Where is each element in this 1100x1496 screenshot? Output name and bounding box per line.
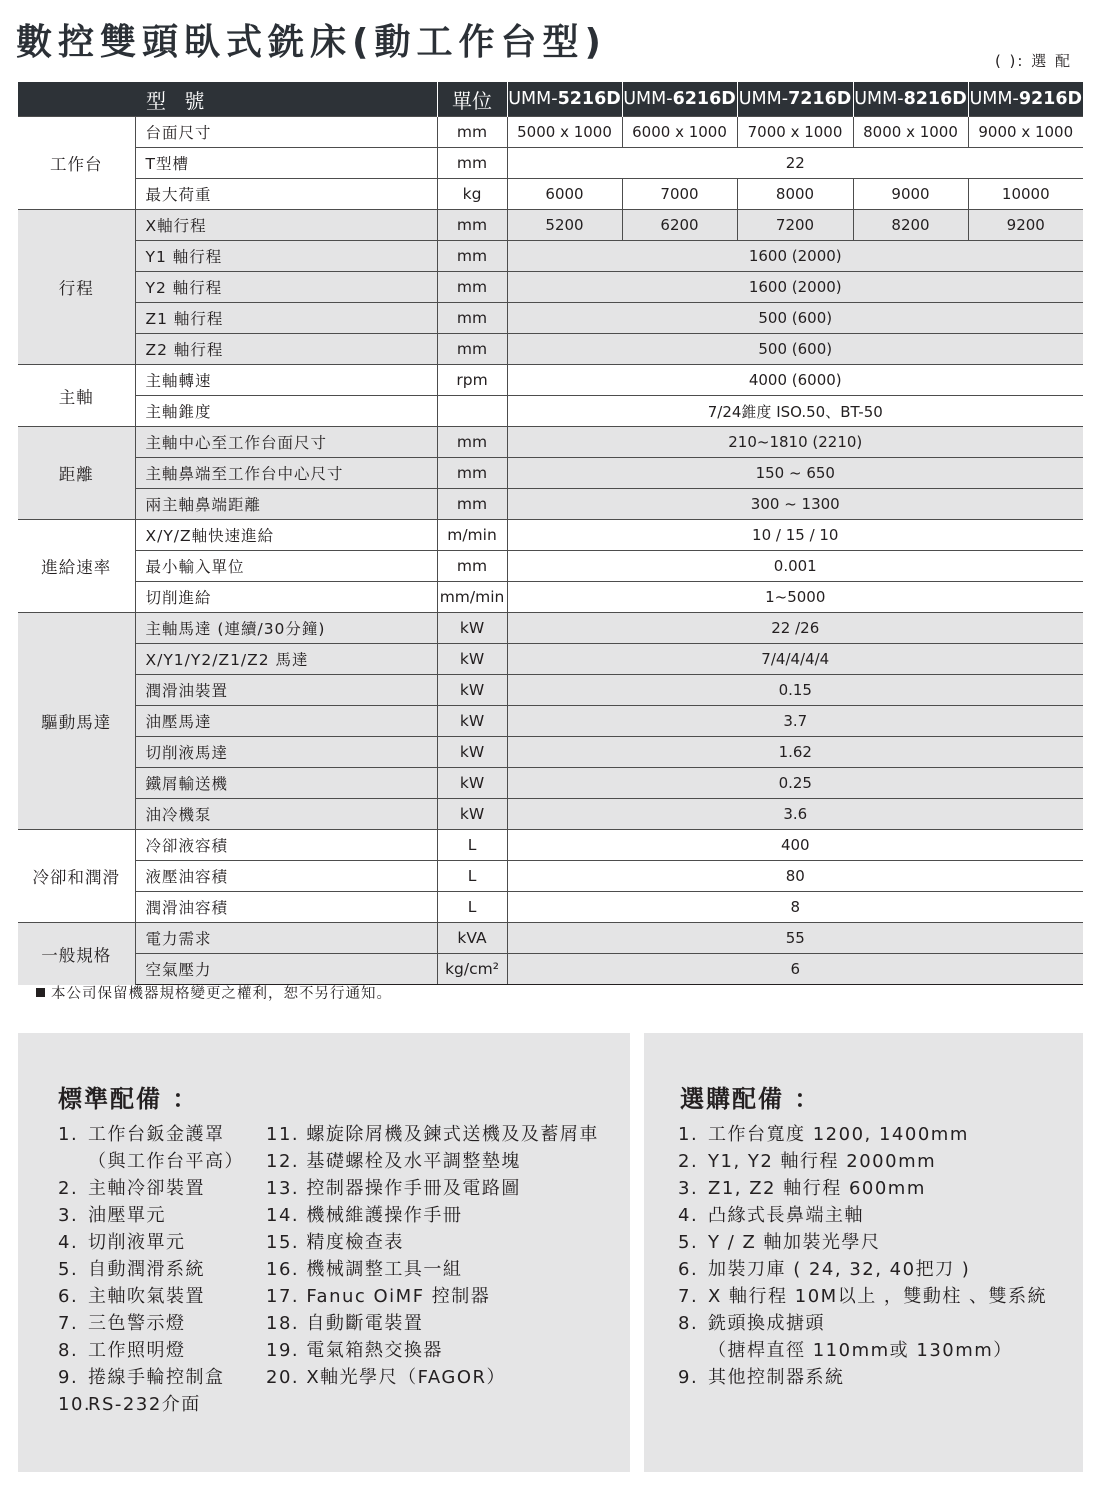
list-item-number: 3. — [58, 1205, 79, 1226]
list-item — [678, 1121, 1047, 1148]
category-cell: 主軸 — [18, 365, 135, 427]
list-item-number: 2. — [58, 1178, 79, 1199]
list-item-text: 切削液單元 — [88, 1232, 186, 1253]
unit-cell — [437, 396, 507, 427]
unit-cell: kW — [437, 613, 507, 644]
list-item — [58, 1310, 244, 1337]
table-row — [18, 365, 1083, 396]
table-row — [18, 520, 1083, 551]
table-row — [18, 551, 1083, 582]
table-row — [18, 768, 1083, 799]
list-item: 16. 機械調整工具一組 — [266, 1259, 463, 1280]
list-item — [678, 1283, 1047, 1310]
bullet-square-icon — [36, 988, 45, 997]
list-item-text: Z1, Z2 軸行程 600mm — [708, 1178, 926, 1199]
list-item-number: 9. — [678, 1367, 699, 1388]
value-cell: 6000 — [507, 179, 622, 210]
spec-table — [18, 82, 1083, 985]
table-row — [18, 923, 1083, 954]
list-item-text: Y1, Y2 軸行程 2000mm — [708, 1151, 937, 1172]
list-item-text: 銑頭換成搪頭 — [708, 1313, 825, 1334]
list-item-text: 自動潤滑系統 — [88, 1259, 205, 1280]
value-cell: 8000 x 1000 — [853, 117, 968, 148]
value-cell: 80 — [507, 861, 1083, 892]
value-cell: 6 — [507, 954, 1083, 985]
spec-item-cell: Z1 軸行程 — [135, 303, 437, 334]
model-column-header: UMM-8216D — [853, 82, 968, 117]
unit-cell: mm — [437, 117, 507, 148]
spec-item-cell: 主軸轉速 — [135, 365, 437, 396]
value-cell: 6200 — [622, 210, 737, 241]
value-cell: 6000 x 1000 — [622, 117, 737, 148]
spec-item-cell: 切削進給 — [135, 582, 437, 613]
list-item-text: 工作照明燈 — [88, 1340, 186, 1361]
value-cell: 0.25 — [507, 768, 1083, 799]
table-row — [18, 644, 1083, 675]
list-item-text: （搪桿直徑 110mm或 130mm） — [708, 1340, 1013, 1361]
spec-item-cell: X/Y1/Y2/Z1/Z2 馬達 — [135, 644, 437, 675]
value-cell: 9200 — [968, 210, 1083, 241]
unit-cell: mm — [437, 241, 507, 272]
spec-item-cell: 冷卻液容積 — [135, 830, 437, 861]
standard-list-col1 — [58, 1121, 244, 1418]
table-row — [18, 675, 1083, 706]
unit-cell: L — [437, 892, 507, 923]
list-item-number: 4. — [678, 1205, 699, 1226]
table-row — [18, 303, 1083, 334]
value-cell: 10 / 15 / 10 — [507, 520, 1083, 551]
table-row — [18, 830, 1083, 861]
standard-list-col2 — [266, 1121, 599, 1391]
optional-list — [678, 1121, 1047, 1391]
spec-item-cell: 主軸錐度 — [135, 396, 437, 427]
list-item — [58, 1229, 244, 1256]
value-cell: 9000 x 1000 — [968, 117, 1083, 148]
list-item-number: 5. — [58, 1259, 79, 1280]
unit-cell: kW — [437, 706, 507, 737]
list-item-number: 6. — [58, 1286, 79, 1307]
table-row — [18, 272, 1083, 303]
unit-cell: L — [437, 861, 507, 892]
table-row — [18, 179, 1083, 210]
value-cell: 1~5000 — [507, 582, 1083, 613]
unit-cell: mm — [437, 148, 507, 179]
table-row — [18, 489, 1083, 520]
list-item-text: 主軸吹氣裝置 — [88, 1286, 205, 1307]
list-item: 13. 控制器操作手冊及電路圖 — [266, 1178, 521, 1199]
category-cell: 工作台 — [18, 117, 135, 210]
table-row — [18, 334, 1083, 365]
spec-item-cell: 主軸鼻端至工作台中心尺寸 — [135, 458, 437, 489]
value-cell: 3.7 — [507, 706, 1083, 737]
value-cell: 55 — [507, 923, 1083, 954]
list-item-text: RS-232介面 — [88, 1394, 201, 1415]
unit-cell: kW — [437, 644, 507, 675]
spec-item-cell: Y2 軸行程 — [135, 272, 437, 303]
list-item-number: 10. — [58, 1394, 92, 1415]
list-item-number: 8. — [58, 1340, 79, 1361]
disclaimer-note — [36, 982, 392, 1003]
table-row — [18, 613, 1083, 644]
unit-cell: mm — [437, 427, 507, 458]
page-title: 數控雙頭臥式銑床(動工作台型) — [16, 22, 607, 63]
table-row — [18, 861, 1083, 892]
spec-item-cell: Y1 軸行程 — [135, 241, 437, 272]
model-column-header: UMM-7216D — [737, 82, 853, 117]
list-item: 20. X軸光學尺（FAGOR） — [266, 1367, 506, 1388]
unit-cell: mm — [437, 272, 507, 303]
list-item-number: 7. — [678, 1286, 699, 1307]
value-cell: 8200 — [853, 210, 968, 241]
unit-cell: mm — [437, 489, 507, 520]
spec-item-cell: X/Y/Z軸快速進給 — [135, 520, 437, 551]
value-cell: 7/24錐度 ISO.50、BT-50 — [507, 396, 1083, 427]
spec-item-cell: X軸行程 — [135, 210, 437, 241]
spec-item-cell: 切削液馬達 — [135, 737, 437, 768]
list-item — [678, 1175, 1047, 1202]
category-cell: 進給速率 — [18, 520, 135, 613]
value-cell: 7000 x 1000 — [737, 117, 853, 148]
spec-item-cell: 台面尺寸 — [135, 117, 437, 148]
list-item-text: 加裝刀庫 ( 24, 32, 40把刀 ) — [708, 1259, 971, 1280]
unit-cell: kVA — [437, 923, 507, 954]
list-item-text: X 軸行程 10M以上 ，雙動柱 、雙系統 — [708, 1286, 1048, 1307]
list-item-number: 6. — [678, 1259, 699, 1280]
model-header: 型 號 — [18, 82, 437, 117]
table-row — [18, 396, 1083, 427]
value-cell: 10000 — [968, 179, 1083, 210]
list-item: 12. 基礎螺栓及水平調整墊塊 — [266, 1151, 521, 1172]
list-item-number: 7. — [58, 1313, 79, 1334]
list-item-text: 捲線手輪控制盒 — [88, 1367, 225, 1388]
standard-equipment-title: 標準配備 ： — [58, 1085, 199, 1113]
model-column-header: UMM-6216D — [622, 82, 737, 117]
unit-cell: mm — [437, 551, 507, 582]
unit-cell: rpm — [437, 365, 507, 396]
value-cell: 5000 x 1000 — [507, 117, 622, 148]
unit-cell: mm — [437, 303, 507, 334]
list-item — [58, 1256, 244, 1283]
value-cell: 300 ~ 1300 — [507, 489, 1083, 520]
category-cell: 一般規格 — [18, 923, 135, 985]
value-cell: 7000 — [622, 179, 737, 210]
value-cell: 1600 (2000) — [507, 272, 1083, 303]
category-cell: 冷卻和潤滑 — [18, 830, 135, 923]
model-column-header: UMM-5216D — [507, 82, 622, 117]
value-cell: 1600 (2000) — [507, 241, 1083, 272]
unit-cell: m/min — [437, 520, 507, 551]
unit-cell: mm/min — [437, 582, 507, 613]
list-item: 17. Fanuc OiMF 控制器 — [266, 1286, 491, 1307]
list-item — [678, 1202, 1047, 1229]
list-item — [678, 1337, 1047, 1364]
table-row — [18, 241, 1083, 272]
list-item — [58, 1121, 244, 1148]
list-item-number: 1. — [678, 1124, 699, 1145]
table-row — [18, 117, 1083, 148]
list-item — [678, 1310, 1047, 1337]
spec-item-cell: T型槽 — [135, 148, 437, 179]
list-item-number: 4. — [58, 1232, 79, 1253]
unit-cell: kW — [437, 675, 507, 706]
list-item: 14. 機械維護操作手冊 — [266, 1205, 463, 1226]
value-cell: 500 (600) — [507, 334, 1083, 365]
list-item — [58, 1364, 244, 1391]
unit-cell: kW — [437, 737, 507, 768]
value-cell: 0.15 — [507, 675, 1083, 706]
table-row — [18, 427, 1083, 458]
category-cell: 驅動馬達 — [18, 613, 135, 830]
list-item: 19. 電氣箱熱交換器 — [266, 1340, 443, 1361]
list-item-number: 5. — [678, 1232, 699, 1253]
spec-item-cell: 鐵屑輸送機 — [135, 768, 437, 799]
spec-item-cell: 主軸馬達 (連續/30分鐘) — [135, 613, 437, 644]
value-cell: 0.001 — [507, 551, 1083, 582]
value-cell: 8000 — [737, 179, 853, 210]
value-cell: 5200 — [507, 210, 622, 241]
optional-legend: ( ): 選 配 — [994, 52, 1072, 70]
unit-cell: mm — [437, 458, 507, 489]
model-column-header: UMM-9216D — [968, 82, 1083, 117]
unit-cell: mm — [437, 210, 507, 241]
value-cell: 7/4/4/4/4 — [507, 644, 1083, 675]
spec-item-cell: 液壓油容積 — [135, 861, 437, 892]
spec-item-cell: 空氣壓力 — [135, 954, 437, 985]
unit-cell: L — [437, 830, 507, 861]
table-row — [18, 954, 1083, 985]
spec-item-cell: 電力需求 — [135, 923, 437, 954]
value-cell: 8 — [507, 892, 1083, 923]
list-item-text: Y / Z 軸加裝光學尺 — [708, 1232, 881, 1253]
table-row — [18, 706, 1083, 737]
list-item — [58, 1202, 244, 1229]
table-row — [18, 148, 1083, 179]
spec-item-cell: 油冷機泵 — [135, 799, 437, 830]
spec-item-cell: 最大荷重 — [135, 179, 437, 210]
list-item — [58, 1391, 244, 1418]
optional-equipment-title: 選購配備 ： — [680, 1085, 821, 1113]
spec-item-cell: Z2 軸行程 — [135, 334, 437, 365]
list-item-text: 其他控制器系統 — [708, 1367, 845, 1388]
value-cell: 210~1810 (2210) — [507, 427, 1083, 458]
list-item: 15. 精度檢查表 — [266, 1232, 404, 1253]
list-item — [58, 1337, 244, 1364]
unit-cell: kW — [437, 768, 507, 799]
value-cell: 4000 (6000) — [507, 365, 1083, 396]
spec-item-cell: 兩主軸鼻端距離 — [135, 489, 437, 520]
disclaimer-text: 本公司保留機器規格變更之權利，恕不另行通知。 — [51, 986, 392, 1002]
list-item-text: 工作台寬度 1200, 1400mm — [708, 1124, 969, 1145]
value-cell: 500 (600) — [507, 303, 1083, 334]
list-item-text: 三色警示燈 — [88, 1313, 186, 1334]
list-item-text: 主軸冷卻裝置 — [88, 1178, 205, 1199]
value-cell: 9000 — [853, 179, 968, 210]
table-row — [18, 737, 1083, 768]
list-item — [678, 1229, 1047, 1256]
value-cell: 150 ~ 650 — [507, 458, 1083, 489]
list-item — [678, 1148, 1047, 1175]
list-item — [678, 1364, 1047, 1391]
list-item-number: 8. — [678, 1313, 699, 1334]
list-item — [678, 1256, 1047, 1283]
list-item-number: 1. — [58, 1124, 79, 1145]
list-item-number: 9. — [58, 1367, 79, 1388]
list-item — [58, 1283, 244, 1310]
list-item: 11. 螺旋除屑機及鍊式送機及及蓄屑車 — [266, 1124, 599, 1145]
table-row — [18, 799, 1083, 830]
list-item — [58, 1175, 244, 1202]
value-cell: 3.6 — [507, 799, 1083, 830]
spec-item-cell: 主軸中心至工作台面尺寸 — [135, 427, 437, 458]
standard-equipment-panel — [18, 1033, 630, 1472]
table-row — [18, 210, 1083, 241]
unit-header: 單位 — [437, 82, 507, 117]
table-row — [18, 582, 1083, 613]
list-item-text: 工作台鈑金護罩 — [88, 1124, 225, 1145]
optional-equipment-panel — [644, 1033, 1083, 1472]
category-cell: 行程 — [18, 210, 135, 365]
spec-item-cell: 潤滑油裝置 — [135, 675, 437, 706]
unit-cell: kW — [437, 799, 507, 830]
category-cell: 距離 — [18, 427, 135, 520]
list-item-text: 凸緣式長鼻端主軸 — [708, 1205, 864, 1226]
list-item-number: 2. — [678, 1151, 699, 1172]
spec-item-cell: 最小輸入單位 — [135, 551, 437, 582]
spec-item-cell: 油壓馬達 — [135, 706, 437, 737]
list-item — [58, 1148, 244, 1175]
table-row — [18, 892, 1083, 923]
value-cell: 400 — [507, 830, 1083, 861]
spec-item-cell: 潤滑油容積 — [135, 892, 437, 923]
list-item: 18. 自動斷電裝置 — [266, 1313, 424, 1334]
list-item-number: 3. — [678, 1178, 699, 1199]
table-header-row — [18, 82, 1083, 117]
table-row — [18, 458, 1083, 489]
value-cell: 1.62 — [507, 737, 1083, 768]
unit-cell: kg — [437, 179, 507, 210]
list-item-text: （與工作台平高） — [88, 1151, 244, 1172]
value-cell: 22 — [507, 148, 1083, 179]
value-cell: 22 /26 — [507, 613, 1083, 644]
list-item-text: 油壓單元 — [88, 1205, 166, 1226]
value-cell: 7200 — [737, 210, 853, 241]
unit-cell: kg/cm² — [437, 954, 507, 985]
unit-cell: mm — [437, 334, 507, 365]
